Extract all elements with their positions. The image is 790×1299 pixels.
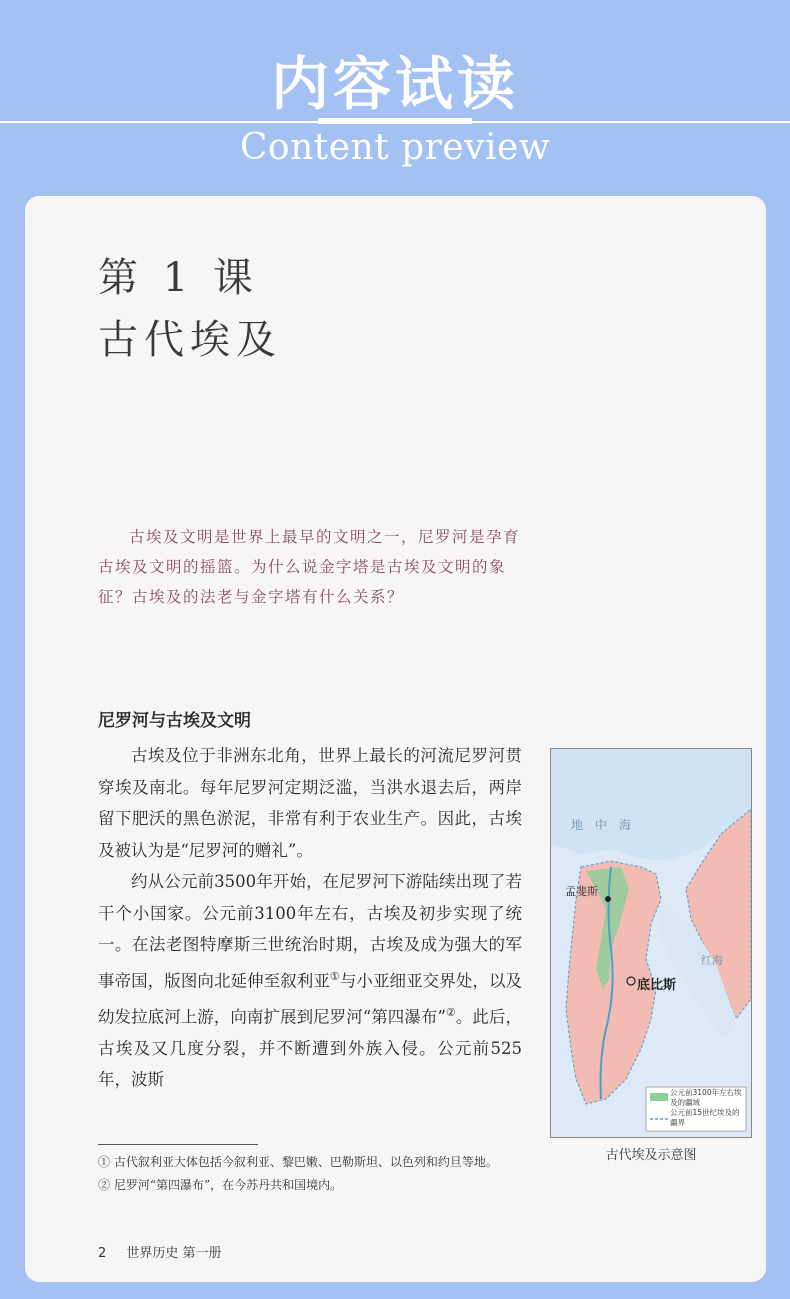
lesson-number: 第 1 课 [98, 255, 259, 301]
egypt-map-svg [551, 749, 751, 1137]
footnote-1: ① 古代叙利亚大体包括今叙利亚、黎巴嫩、巴勒斯坦、以色列和约旦等地。 [98, 1155, 498, 1169]
book-title: 世界历史 第一册 [126, 1246, 222, 1261]
footnote-2: ② 尼罗河“第四瀑布”，在今苏丹共和国境内。 [98, 1178, 343, 1192]
legend-label-1: 公元前3100年左右埃及的疆域 [670, 1088, 742, 1107]
memphis-label: 孟斐斯 [565, 885, 598, 898]
footnotes [98, 1152, 528, 1198]
banner-subtitle: Content preview [239, 127, 551, 168]
banner-title: 内容试读 [270, 50, 519, 118]
paragraph-1: 古埃及位于非洲东北角，世界上最长的河流尼罗河贯穿埃及南北。每年尼罗河定期泛滥，当洪水退去后，两岸留下肥沃的黑色淤泥，非常有利于农业生产。因此，古埃及被认为是“尼罗河的赠礼”。 [98, 746, 522, 860]
lesson-title: 古代埃及 [98, 317, 282, 363]
mediterranean-label: 地中海 [571, 818, 644, 832]
egypt-map [550, 748, 752, 1138]
legend-text [670, 1088, 746, 1130]
legend-swatch-1 [650, 1093, 668, 1101]
legend-label-2: 公元前15世纪埃及的疆界 [670, 1108, 740, 1127]
thebes-label: 底比斯 [637, 978, 677, 993]
footnote-divider [98, 1144, 258, 1145]
page-number: 2 [98, 1246, 107, 1261]
footnote-ref-1[interactable]: ① [329, 969, 340, 983]
footnote-ref-2[interactable]: ② [445, 1005, 456, 1019]
memphis-marker [605, 896, 611, 902]
book-page [25, 196, 766, 1282]
paragraph-2 [98, 866, 522, 1096]
paragraph-2-part-a: 约从公元前3500年开始，在尼罗河下游陆续出现了若干个小国家。公元前3100年左右，古埃及初步实现了统一。在法老图特摩斯三世统治时期，古埃及成为强大的军事帝国，版图向北延伸至叙利亚 [98, 872, 522, 990]
body-text [98, 740, 522, 1096]
map-caption: 古代埃及示意图 [605, 1148, 697, 1163]
page-footer [98, 1242, 222, 1261]
paragraph-2-part-c: 。此后，古埃及又几度分裂，并不断遭到外族入侵。公元前525年，波斯 [98, 1007, 523, 1089]
red-sea-label: 红海 [701, 954, 723, 967]
section-heading: 尼罗河与古埃及文明 [98, 711, 251, 731]
paragraph-2-part-b: 与小亚细亚交界处，以及幼发拉底河上游，向南扩展到尼罗河“第四瀑布” [98, 971, 523, 1026]
intro-question: 古埃及文明是世界上最早的文明之一，尼罗河是孕育古埃及文明的摇篮。为什么说金字塔是古埃及文明的象征？古埃及的法老与金字塔有什么关系？ [98, 528, 521, 606]
